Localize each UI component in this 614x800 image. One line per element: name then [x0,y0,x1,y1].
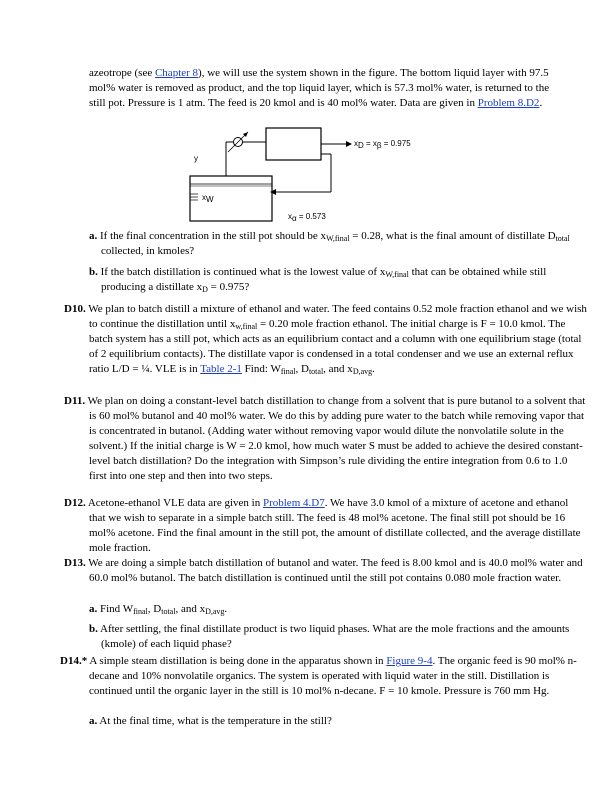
problem-d14 [60,654,591,699]
problem-d10 [64,302,587,377]
y-label: y [194,154,198,163]
beta-sub: β [376,141,382,150]
xw-label [202,193,214,202]
d10-number: D10. [64,303,86,315]
problem-8-d2-link[interactable]: Problem 8.D2 [477,97,540,109]
bottom-value: = 0.573 [296,212,326,221]
d10-text-5: , and x [323,363,353,375]
chapter-8-link[interactable]: Chapter 8 [154,67,199,79]
eq-text: = x [363,139,377,148]
part-b-prev [89,265,571,295]
part-a-sub-2: total [555,234,570,243]
d10-text-3: Find: W [241,363,281,375]
xd-sub: D [358,141,364,150]
d10-text-4: , D [295,363,309,375]
distillation-diagram [176,124,506,224]
d11-number: D11. [64,395,86,407]
d10-text-2: = 0.20 mole fraction ethanol. The initial charge is F = 10.0 kmol. The batch system has a still pot, which acts as an equilibrium contact and a column with one equilibrium stage (total of 2 equilibrium contacts). The distillate vapor is condensed in a total condenser and we use an external reflux ratio L/D = ¼. VLE is in [89,318,582,375]
part-a-text-2: = 0.28, what is the final amount of distillate D [349,230,556,242]
xw-text: x [202,193,206,202]
problem-d13 [64,556,587,586]
intro-text-2: ), we will use the system shown in the figure. The bottom liquid layer with 97.5 mol% water is removed as product, and the top liquid layer, which is 57.3 mol% water, is returned to the still pot. Pressure is 1 atm. The feed is 20 kmol and is 40 mol% water. Data are given in [89,67,550,109]
part-b-sub-1: W,final [385,270,409,279]
d14-text-1: A simple steam distillation is being done in the apparatus shown in [87,655,387,667]
return-arrow [270,189,276,195]
d10-sub-1: w,final [235,322,258,331]
d13-a-text-3: , and x [175,603,206,615]
table-2-1-link[interactable]: Table 2-1 [200,363,242,375]
part-a-label: a. [89,230,98,242]
problem-d11 [64,394,587,484]
d13-b-label: b. [89,623,98,635]
problem-4-d7-link[interactable]: Problem 4.D7 [262,497,325,509]
d12-text-2: . We have 3.0 kmol of a mixture of acetone and ethanol that we wish to separate in a simple batch still. The feed is 48 mol% acetone. The final still pot should be 16 mol% acetone. Find the final amount in the still pot, the amount of distillate collected, and the average distillate mole fraction. [89,497,581,554]
intro-text-1: azeotrope (see [89,67,155,79]
distillate-arrow [346,141,352,147]
top-value: = 0.975 [381,139,411,148]
d14-a-label: a. [89,715,98,727]
xd-label [354,139,411,148]
d13-a-text-4: . [224,603,228,615]
part-a-sub-1: W,final [326,234,350,243]
d13-text: We are doing a simple batch distillation of butanol and water. The feed is 8.00 kmol and is 40.0 mol% water and 60.0 mol% butanol. The batch distillation is continued until the still pot contains 0.080 mole fraction water. [85,557,583,584]
intro-paragraph [89,66,563,111]
alpha-sub: α [292,214,297,223]
d13-number: D13. [64,557,86,569]
part-a-prev [89,229,571,259]
d13-b-text: After settling, the final distillate product is two liquid phases. What are the mole fractions and the amounts (kmole) of each liquid phase? [97,623,570,650]
d11-text: We plan on doing a constant-level batch distillation to change from a solvent that is pure butanol to a solvent that is 60 mol% butanol and 40 mol% water. We do this by adding pure water to the batch while removing vapor that is concentrated in butanol. (Adding water without removing vapor would dilute the nonvolatile solute in the solvent.) If the initial charge is W = 2.0 kmol, how much water S must be added to achieve the desired constant-level batch distillation? Do the integration with Simpson’s rule dividing the entire integration from 0.6 to 1.0 first into one step and then into two steps. [85,395,586,482]
d13-a-sub-2: total [161,607,176,616]
part-b-label: b. [89,266,98,278]
d10-sub-3: total [308,367,324,376]
xd-text: x [354,139,358,148]
part-b-text-3: = 0.975? [207,281,250,293]
d13-part-a [89,602,571,617]
d14-a-text: At the final time, what is the temperature in the still? [97,715,332,727]
part-b-text-1: If the batch distillation is continued what is the lowest value of x [97,266,386,278]
figure-9-4-link[interactable]: Figure 9-4 [386,655,433,667]
d13-a-sub-3: D,avg [205,607,225,616]
d14-text-2: . The organic feed is 90 mol% n-decane and 10% nonvolatile organics. The system is operated with liquid water in the still. Distillation is continued until the organic layer in the still is 10 mol% n-decane. F = 10 kmole. Pressure is 760 mm Hg. [89,655,577,697]
distillation-figure [176,124,506,224]
d10-text-6: . [372,363,375,375]
part-a-text-1: If the final concentration in the still pot should be x [97,230,327,242]
d13-part-b [89,622,571,652]
xa-text: x [288,212,292,221]
d13-a-sub-1: final [133,607,148,616]
d10-text-1: We plan to batch distill a mixture of ethanol and water. The feed contains 0.52 mole fraction ethanol and we wish to continue the distillation until x [85,303,587,330]
intro-text-3: . [539,97,543,109]
xw-sub: W [206,195,214,204]
condenser [266,128,321,160]
d13-a-text-1: Find W [97,603,134,615]
d13-a-text-2: , D [147,603,162,615]
d12-text-1: Acetone-ethanol VLE data are given in [85,497,263,509]
xa-label [288,212,326,221]
d12-number: D12. [64,497,86,509]
problem-d12 [64,496,587,556]
d14-number: D14.* [60,655,88,667]
part-a-text-3: collected, in kmoles? [101,245,195,257]
d10-sub-4: D,avg [352,367,373,376]
d13-a-label: a. [89,603,98,615]
d14-part-a [89,714,571,729]
part-b-sub-2: D [202,285,208,294]
d10-sub-2: final [280,367,296,376]
part-b-text-2: that can be obtained while still producing a distillate x [101,266,547,293]
